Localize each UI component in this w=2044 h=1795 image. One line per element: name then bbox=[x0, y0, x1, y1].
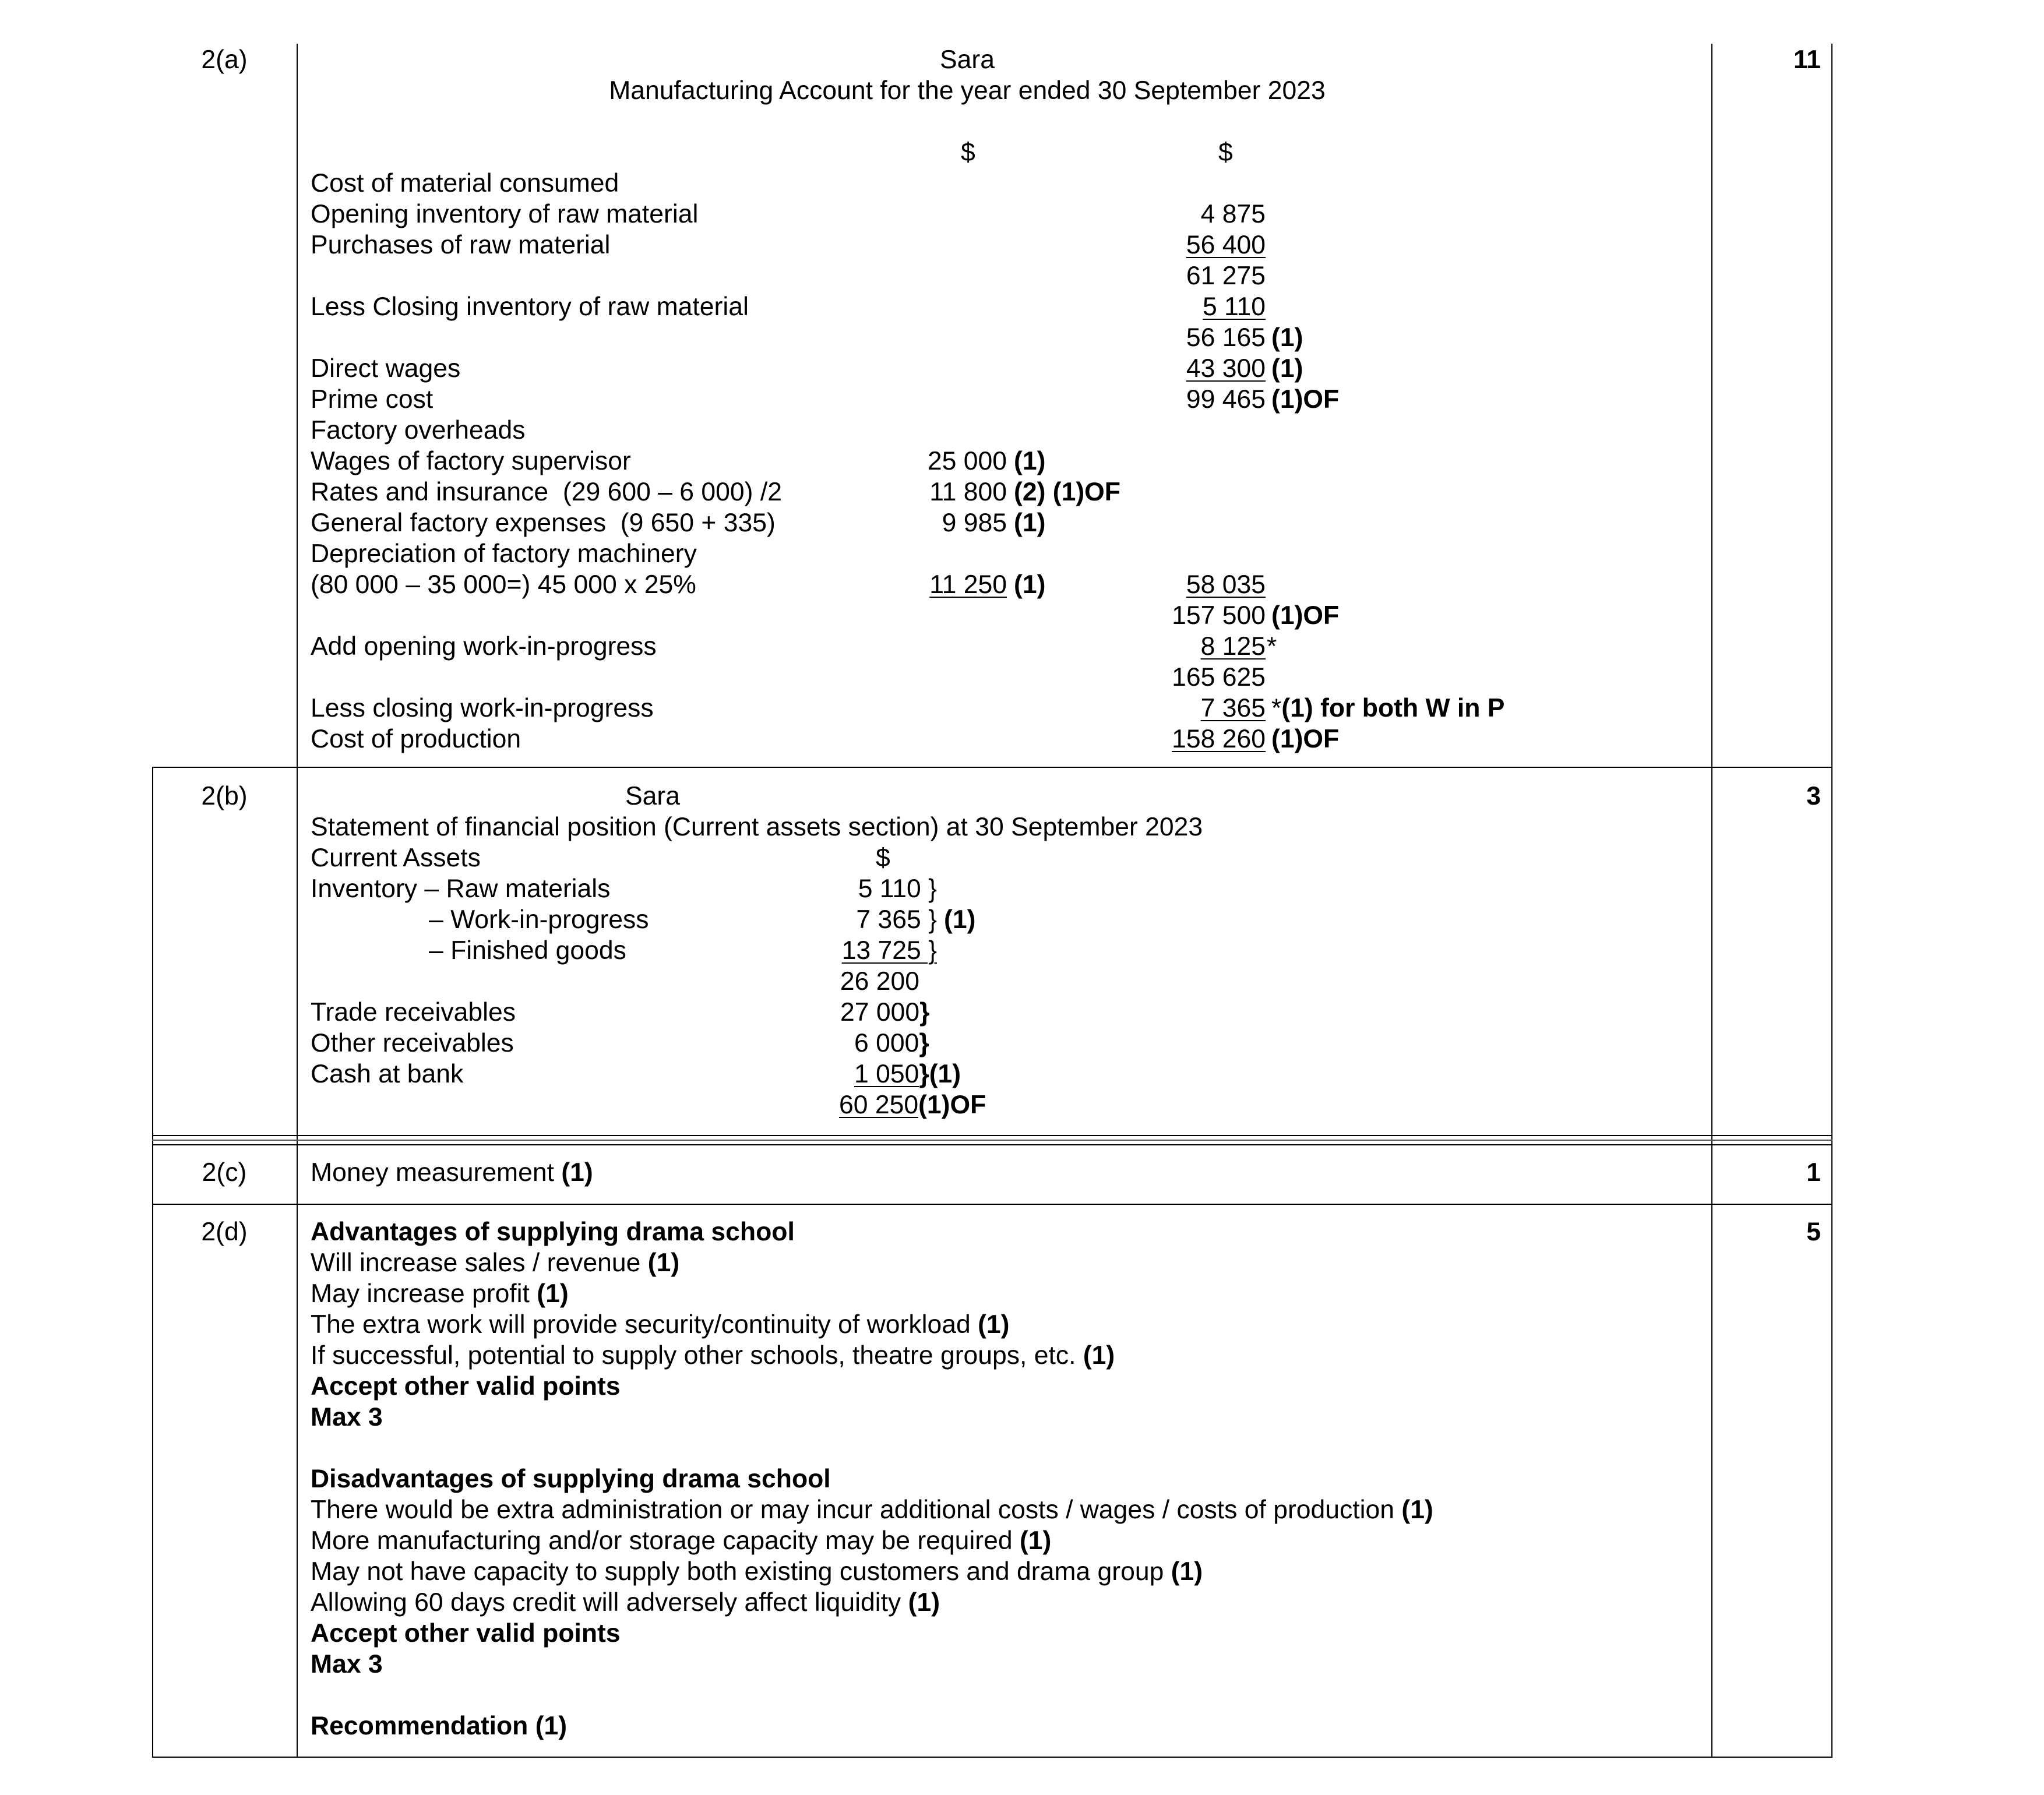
list-item-text: More manufacturing and/or storage capacity may be required bbox=[311, 1526, 1020, 1555]
overheads-total-value-text: 58 035 bbox=[1186, 570, 1266, 599]
general-mark: (1) bbox=[1014, 509, 1046, 537]
table-left-border bbox=[152, 767, 153, 1758]
cash-value: 1 050 bbox=[854, 1060, 919, 1088]
sofp-title: Statement of financial position (Current assets section) at 30 September 2023 bbox=[311, 813, 1203, 841]
line-label: Wages of factory supervisor bbox=[311, 447, 631, 475]
subtotal-mark: (1)OF bbox=[1271, 601, 1340, 630]
line-label: Cost of material consumed bbox=[311, 169, 619, 198]
list-item-text: If successful, potential to supply other schools, theatre groups, etc. bbox=[311, 1341, 1083, 1370]
closing-wip-mark: (1) for both W in P bbox=[1281, 694, 1505, 722]
line-label: Cash at bank bbox=[311, 1060, 464, 1088]
marks-2c: 1 bbox=[1806, 1158, 1821, 1187]
list-item-mark: (1) bbox=[647, 1249, 680, 1277]
sofp-owner-title: Sara bbox=[625, 782, 680, 810]
line-label: Less closing work-in-progress bbox=[311, 694, 654, 722]
marks-2d: 5 bbox=[1806, 1218, 1821, 1246]
table-bottom-border bbox=[152, 1757, 1832, 1758]
list-item bbox=[311, 1247, 679, 1278]
line-label: Direct wages bbox=[311, 354, 461, 383]
line-label: Opening inventory of raw material bbox=[311, 200, 699, 228]
question-label-2c: 2(c) bbox=[202, 1158, 247, 1187]
table-col1-border bbox=[297, 44, 298, 1758]
other-rec-value: 6 000 bbox=[854, 1029, 919, 1057]
consumed-value: 56 165 bbox=[1186, 323, 1266, 352]
list-item bbox=[311, 1525, 1051, 1556]
row-divider-c-d bbox=[152, 1204, 1832, 1205]
row-divider-a-b bbox=[152, 767, 1832, 768]
finished-value-text: 13 725 } bbox=[841, 936, 937, 965]
opening-inv-value: 4 875 bbox=[1200, 200, 1266, 228]
wip-mark: (1) bbox=[944, 905, 976, 934]
direct-wages-value bbox=[1136, 353, 1266, 384]
recommendation-line: Recommendation (1) bbox=[311, 1712, 568, 1740]
list-item bbox=[311, 1587, 940, 1618]
opening-wip-value bbox=[1136, 631, 1266, 662]
max-marks-note: Max 3 bbox=[311, 1650, 383, 1678]
max-marks-note: Max 3 bbox=[311, 1403, 383, 1431]
subtotal-value: 61 275 bbox=[1186, 262, 1266, 290]
list-item-mark: (1) bbox=[1083, 1341, 1115, 1370]
brace: } bbox=[919, 998, 930, 1027]
list-item-text: Allowing 60 days credit will adversely affect liquidity bbox=[311, 1588, 908, 1617]
total-mark: (1)OF bbox=[918, 1091, 986, 1119]
consumed-mark: (1) bbox=[1271, 323, 1303, 352]
closing-wip-star: * bbox=[1271, 694, 1282, 722]
marks-2b: 3 bbox=[1806, 782, 1821, 810]
list-item-mark: (1) bbox=[537, 1279, 569, 1308]
line-label: – Finished goods bbox=[429, 936, 626, 965]
list-item bbox=[311, 1494, 1433, 1525]
list-item-text: There would be extra administration or may incur additional costs / wages / costs of production bbox=[311, 1496, 1402, 1524]
row-divider-b-c-2 bbox=[152, 1140, 1832, 1141]
cost-production-value bbox=[1136, 724, 1266, 754]
closing-wip-value-text: 7 365 bbox=[1200, 694, 1266, 722]
list-item bbox=[311, 1309, 1009, 1340]
list-item-text: Will increase sales / revenue bbox=[311, 1249, 648, 1277]
line-label: General factory expenses (9 650 + 335) bbox=[311, 509, 776, 537]
cash-mark: (1) bbox=[929, 1060, 961, 1088]
table-right-border bbox=[1831, 44, 1832, 1758]
direct-wages-mark: (1) bbox=[1271, 354, 1303, 383]
disadvantages-heading: Disadvantages of supplying drama school bbox=[311, 1465, 831, 1493]
general-value: 9 985 bbox=[942, 509, 1007, 537]
line-label: Inventory – Raw materials bbox=[311, 874, 611, 903]
subtotal-value: 157 500 bbox=[1172, 601, 1266, 630]
purchases-value-text: 56 400 bbox=[1186, 231, 1266, 259]
purchases-value bbox=[1136, 230, 1266, 260]
opening-wip-star: * bbox=[1267, 632, 1277, 661]
line-label: Purchases of raw material bbox=[311, 231, 611, 259]
marks-2a: 11 bbox=[1793, 45, 1821, 74]
list-item bbox=[311, 1278, 569, 1309]
list-item bbox=[311, 1340, 1115, 1371]
row-divider-b-c-3 bbox=[152, 1144, 1832, 1145]
list-item bbox=[311, 1556, 1203, 1587]
closing-inv-value bbox=[1136, 291, 1266, 322]
list-item-mark: (1) bbox=[978, 1310, 1010, 1339]
line-label: Cost of production bbox=[311, 725, 521, 753]
line-label: Add opening work-in-progress bbox=[311, 632, 657, 661]
advantages-heading: Advantages of supplying drama school bbox=[311, 1218, 795, 1246]
row-divider-b-c-1 bbox=[152, 1135, 1832, 1136]
line-label: Depreciation of factory machinery bbox=[311, 539, 697, 568]
brace: } bbox=[919, 1029, 929, 1057]
cost-production-mark: (1)OF bbox=[1271, 725, 1340, 753]
line-label: (80 000 – 35 000=) 45 000 x 25% bbox=[311, 570, 696, 599]
total-value: 60 250 bbox=[839, 1091, 919, 1119]
question-label-2b: 2(b) bbox=[201, 782, 248, 810]
wip-value: 7 365 } bbox=[856, 905, 937, 934]
question-label-2d: 2(d) bbox=[201, 1218, 248, 1246]
closing-wip-value bbox=[1136, 693, 1266, 724]
list-item-text: The extra work will provide security/continuity of workload bbox=[311, 1310, 978, 1339]
line-label: Trade receivables bbox=[311, 998, 516, 1027]
list-item-text: May not have capacity to supply both existing customers and drama group bbox=[311, 1557, 1171, 1586]
prime-cost-mark: (1)OF bbox=[1271, 385, 1340, 414]
column-header-1: $ bbox=[961, 138, 975, 167]
brace: } bbox=[919, 1060, 929, 1088]
question-label-2a: 2(a) bbox=[201, 45, 248, 74]
list-item-mark: (1) bbox=[1019, 1526, 1052, 1555]
opening-wip-value-text: 8 125 bbox=[1200, 632, 1266, 661]
subtotal-value: 165 625 bbox=[1172, 663, 1266, 692]
part-c-answer bbox=[311, 1157, 593, 1188]
closing-wip-annotation bbox=[1271, 693, 1504, 724]
inventory-total-value: 26 200 bbox=[840, 967, 919, 996]
depreciation-mark: (1) bbox=[1014, 570, 1046, 599]
list-item-mark: (1) bbox=[1401, 1496, 1433, 1524]
list-item-mark: (1) bbox=[908, 1588, 940, 1617]
list-item-text: May increase profit bbox=[311, 1279, 537, 1308]
line-label: Less Closing inventory of raw material bbox=[311, 292, 749, 321]
accept-other-points: Accept other valid points bbox=[311, 1619, 621, 1648]
total-line bbox=[839, 1089, 986, 1120]
prime-cost-value: 99 465 bbox=[1186, 385, 1266, 414]
sofp-column-header: $ bbox=[876, 844, 890, 872]
inventory-raw-value: 5 110 } bbox=[858, 874, 937, 903]
direct-wages-value-text: 43 300 bbox=[1186, 354, 1266, 383]
line-label: Rates and insurance (29 600 – 6 000) /2 bbox=[311, 478, 782, 506]
part-c-text: Money measurement bbox=[311, 1158, 562, 1187]
cash-line bbox=[854, 1059, 961, 1089]
depreciation-value-text: 11 250 bbox=[929, 570, 1007, 599]
line-label: Factory overheads bbox=[311, 416, 526, 445]
trade-rec-value: 27 000 bbox=[840, 998, 920, 1027]
overheads-total-value bbox=[1136, 569, 1266, 600]
part-c-mark: (1) bbox=[561, 1158, 593, 1187]
finished-value bbox=[816, 935, 937, 966]
trade-rec-line bbox=[840, 997, 929, 1028]
line-label: Prime cost bbox=[311, 385, 434, 414]
manufacturing-account-title: Manufacturing Account for the year ended 30 September 2023 bbox=[609, 76, 1326, 105]
closing-inv-value-text: 5 110 bbox=[1202, 292, 1266, 321]
rates-value: 11 800 bbox=[929, 478, 1007, 506]
table-col2-border bbox=[1711, 44, 1712, 1758]
list-item-mark: (1) bbox=[1171, 1557, 1203, 1586]
supervisor-mark: (1) bbox=[1014, 447, 1046, 475]
line-label: Other receivables bbox=[311, 1029, 514, 1057]
account-owner-title: Sara bbox=[940, 45, 995, 74]
other-rec-line bbox=[854, 1028, 929, 1059]
line-label: – Work-in-progress bbox=[429, 905, 649, 934]
column-header-2: $ bbox=[1218, 138, 1233, 167]
cost-production-value-text: 158 260 bbox=[1172, 725, 1266, 753]
depreciation-value bbox=[874, 569, 1007, 600]
supervisor-value: 25 000 bbox=[927, 447, 1007, 475]
rates-mark: (2) (1)OF bbox=[1014, 478, 1120, 506]
accept-other-points: Accept other valid points bbox=[311, 1372, 621, 1401]
current-assets-label: Current Assets bbox=[311, 844, 481, 872]
